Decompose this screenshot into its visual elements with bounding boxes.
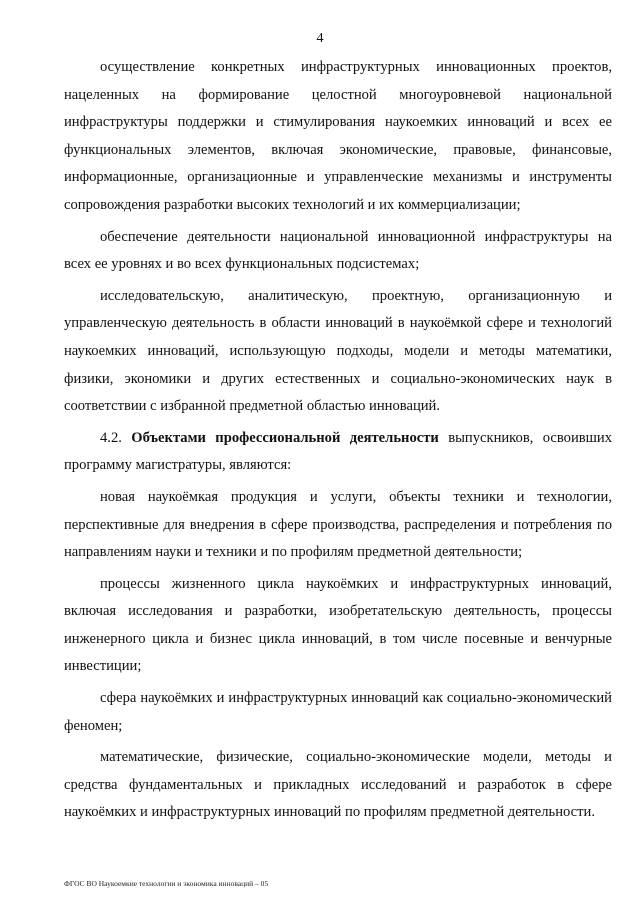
section-heading-rest: выпускников, освоивших программу магистратуры, являются: [64,429,613,474]
paragraph-section-4-2 [64,425,612,480]
footer-caption: ФГОС ВО Наукоемкие технологии и экономика инноваций – 05 [64,879,269,888]
paragraph-models-methods: математические, физические, социально-экономические модели, методы и средства фундаментальных и прикладных исследований и разработок в сфере наукоёмких и инфраструктурных инноваций по профилям предметной деятельности. [64,749,612,821]
paragraph-lifecycle-processes: процессы жизненного цикла наукоёмких и инфраструктурных инноваций, включая исследования и разработки, изобретательскую деятельность, процессы инженерного цикла и бизнес цикла инноваций, в том числе посевные и венчурные инвестиции; [64,575,612,675]
paragraph-new-products: новая наукоёмкая продукция и услуги, объекты техники и технологии, перспективные для внедрения в сфере производства, распределения и потребления по направлениям науки и техники и по профилям предметной деятельности; [64,488,612,561]
paragraph-innovation-sphere: сфера наукоёмких и инфраструктурных инноваций как социально-экономический феномен; [64,690,612,734]
page-number: 4 [316,31,324,46]
document-body [64,54,612,827]
paragraph-research-activity: исследовательскую, аналитическую, проектную, организационную и управленческую деятельность в области инноваций в наукоёмкой сфере и технологий наукоемких инноваций, использующую подходы, модели и методы математики, физики, экономики и других естественных и социально-экономических наук в соответствии с избранной предметной областью инноваций. [64,287,612,415]
section-heading-bold: Объектами профессиональной деятельности [131,429,439,446]
paragraph-infrastructure-projects: осуществление конкретных инфраструктурных инновационных проектов, нацеленных на формирование целостной многоуровневой национальной инфраструктуры поддержки и стимулирования наукоемких инноваций и всех ее функциональных элементов, включая экономические, правовые, финансовые, информационные, организационные и управленческие механизмы и инструменты сопровождения разработки высоких технологий и их коммерциализации; [64,59,612,213]
paragraph-infrastructure-support: обеспечение деятельности национальной инновационной инфраструктуры на всех ее уровнях и во всех функциональных подсистемах; [64,228,612,273]
section-number: 4.2. [100,429,132,446]
